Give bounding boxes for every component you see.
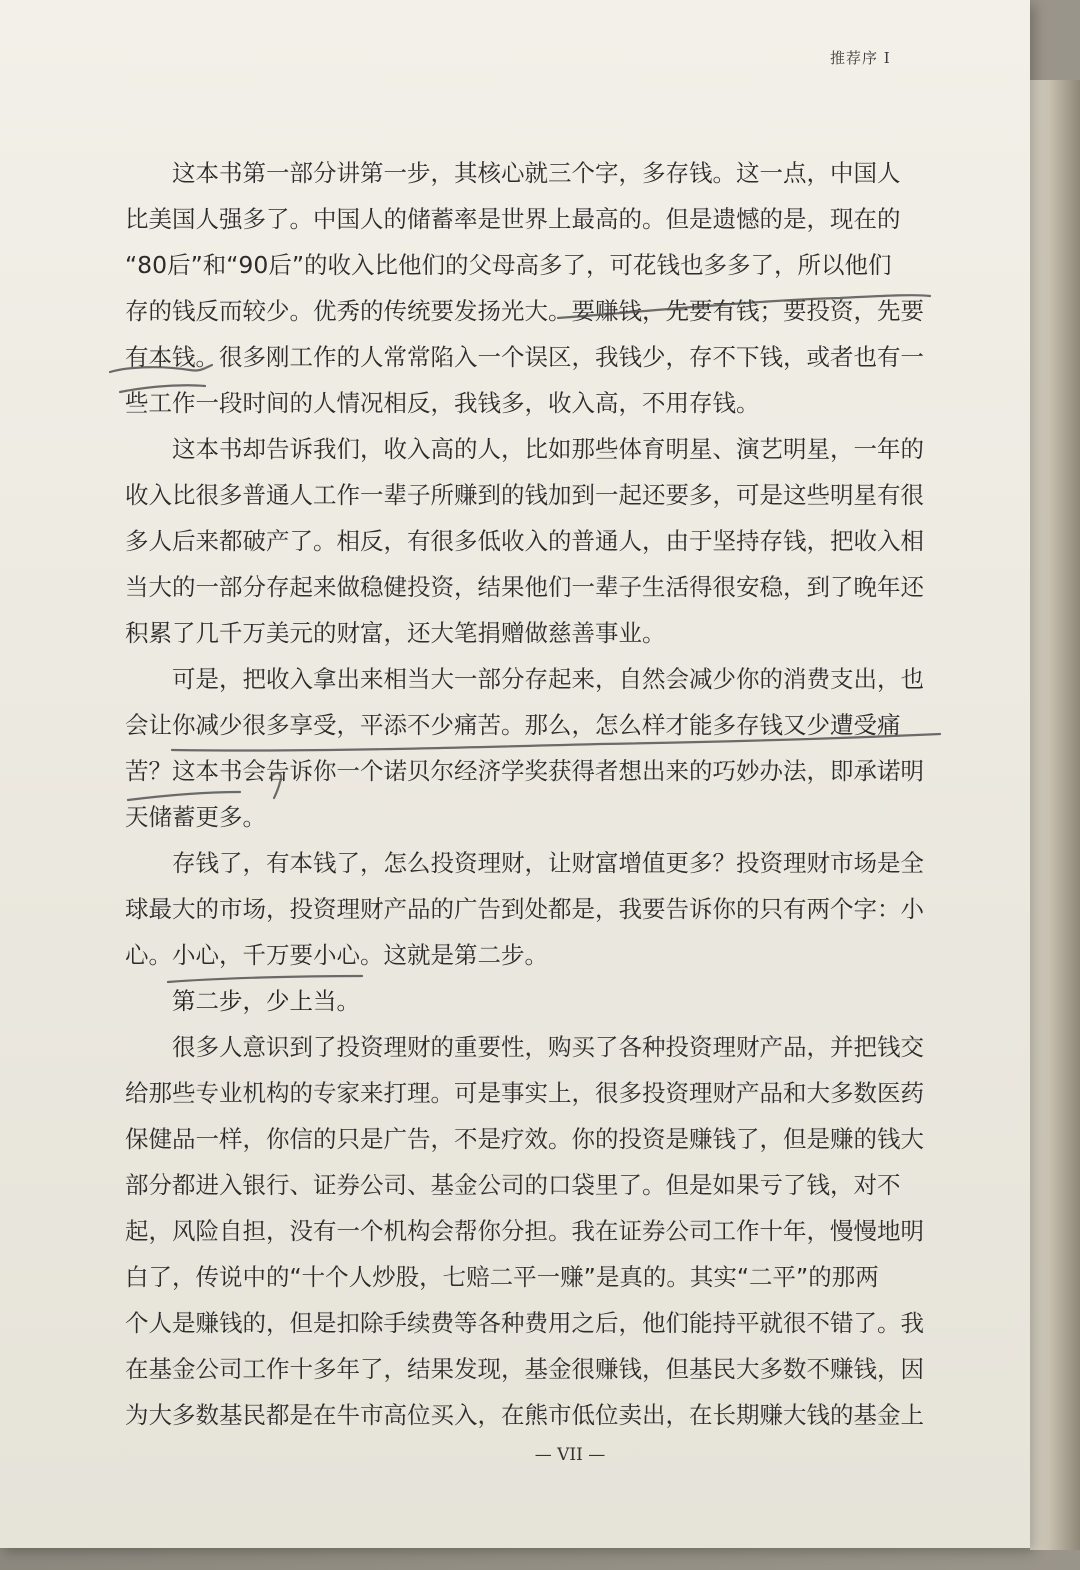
text-line: 为大多数基民都是在牛市高位买入，在熊市低位卖出，在长期赚大钱的基金上 — [125, 1401, 924, 1429]
text-line: 存的钱反而较少。优秀的传统要发扬光大。要赚钱，先要有钱；要投资，先要 — [125, 297, 924, 325]
text-line: 比美国人强多了。中国人的储蓄率是世界上最高的。但是遗憾的是，现在的 — [125, 205, 901, 233]
text-line: 心。小心，千万要小心。这就是第二步。 — [125, 941, 548, 969]
text-line: 多人后来都破产了。相反，有很多低收入的普通人，由于坚持存钱，把收入相 — [125, 527, 924, 555]
text-line: 天储蓄更多。 — [125, 803, 266, 831]
text-line: 这本书却告诉我们，收入高的人，比如那些体育明星、演艺明星，一年的 — [172, 435, 924, 463]
text-line: 起，风险自担，没有一个机构会帮你分担。我在证券公司工作十年，慢慢地明 — [125, 1217, 924, 1245]
text-line: 苦？这本书会告诉你一个诺贝尔经济学奖获得者想出来的巧妙办法，即承诺明 — [125, 757, 924, 785]
text-line: 个人是赚钱的，但是扣除手续费等各种费用之后，他们能持平就很不错了。我 — [125, 1309, 924, 1337]
page-number — [0, 1445, 1030, 1465]
page-body — [125, 150, 940, 1438]
text-line: 存钱了，有本钱了，怎么投资理财，让财富增值更多？投资理财市场是全 — [172, 849, 924, 877]
text-line: 部分都进入银行、证券公司、基金公司的口袋里了。但是如果亏了钱，对不 — [125, 1171, 901, 1199]
text-line: 有本钱。很多刚工作的人常常陷入一个误区，我钱少，存不下钱，或者也有一 — [125, 343, 924, 371]
text-line: 在基金公司工作十多年了，结果发现，基金很赚钱，但基民大多数不赚钱，因 — [125, 1355, 924, 1383]
running-head: 推荐序 I — [830, 49, 891, 67]
text-line: 积累了几千万美元的财富，还大笔捐赠做慈善事业。 — [125, 619, 666, 647]
text-line: 会让你减少很多享受，平添不少痛苦。那么，怎么样才能多存钱又少遭受痛 — [125, 711, 901, 739]
text-line: 球最大的市场，投资理财产品的广告到处都是，我要告诉你的只有两个字：小 — [125, 895, 924, 923]
text-line: 当大的一部分存起来做稳健投资，结果他们一辈子生活得很安稳，到了晚年还 — [125, 573, 924, 601]
section-heading: 第二步，少上当。 — [172, 987, 360, 1015]
text-line: 可是，把收入拿出来相当大一部分存起来，自然会减少你的消费支出，也 — [172, 665, 924, 693]
text-line: “80后”和“90后”的收入比他们的父母高多了，可花钱也多多了，所以他们 — [125, 251, 892, 279]
text-line: 这本书第一部分讲第一步，其核心就三个字，多存钱。这一点，中国人 — [172, 159, 901, 187]
text-line: 很多人意识到了投资理财的重要性，购买了各种投资理财产品，并把钱交 — [172, 1033, 924, 1061]
text-line: 些工作一段时间的人情况相反，我钱多，收入高，不用存钱。 — [125, 389, 760, 417]
folio-text: — VII — — [534, 1445, 606, 1465]
text-line: 给那些专业机构的专家来打理。可是事实上，很多投资理财产品和大多数医药 — [125, 1079, 924, 1107]
page-edge-stack — [1030, 80, 1080, 1550]
text-line: 保健品一样，你信的只是广告，不是疗效。你的投资是赚钱了，但是赚的钱大 — [125, 1125, 924, 1153]
text-line: 白了，传说中的“十个人炒股，七赔二平一赚”是真的。其实“二平”的那两 — [125, 1263, 879, 1291]
text-line: 收入比很多普通人工作一辈子所赚到的钱加到一起还要多，可是这些明星有很 — [125, 481, 924, 509]
